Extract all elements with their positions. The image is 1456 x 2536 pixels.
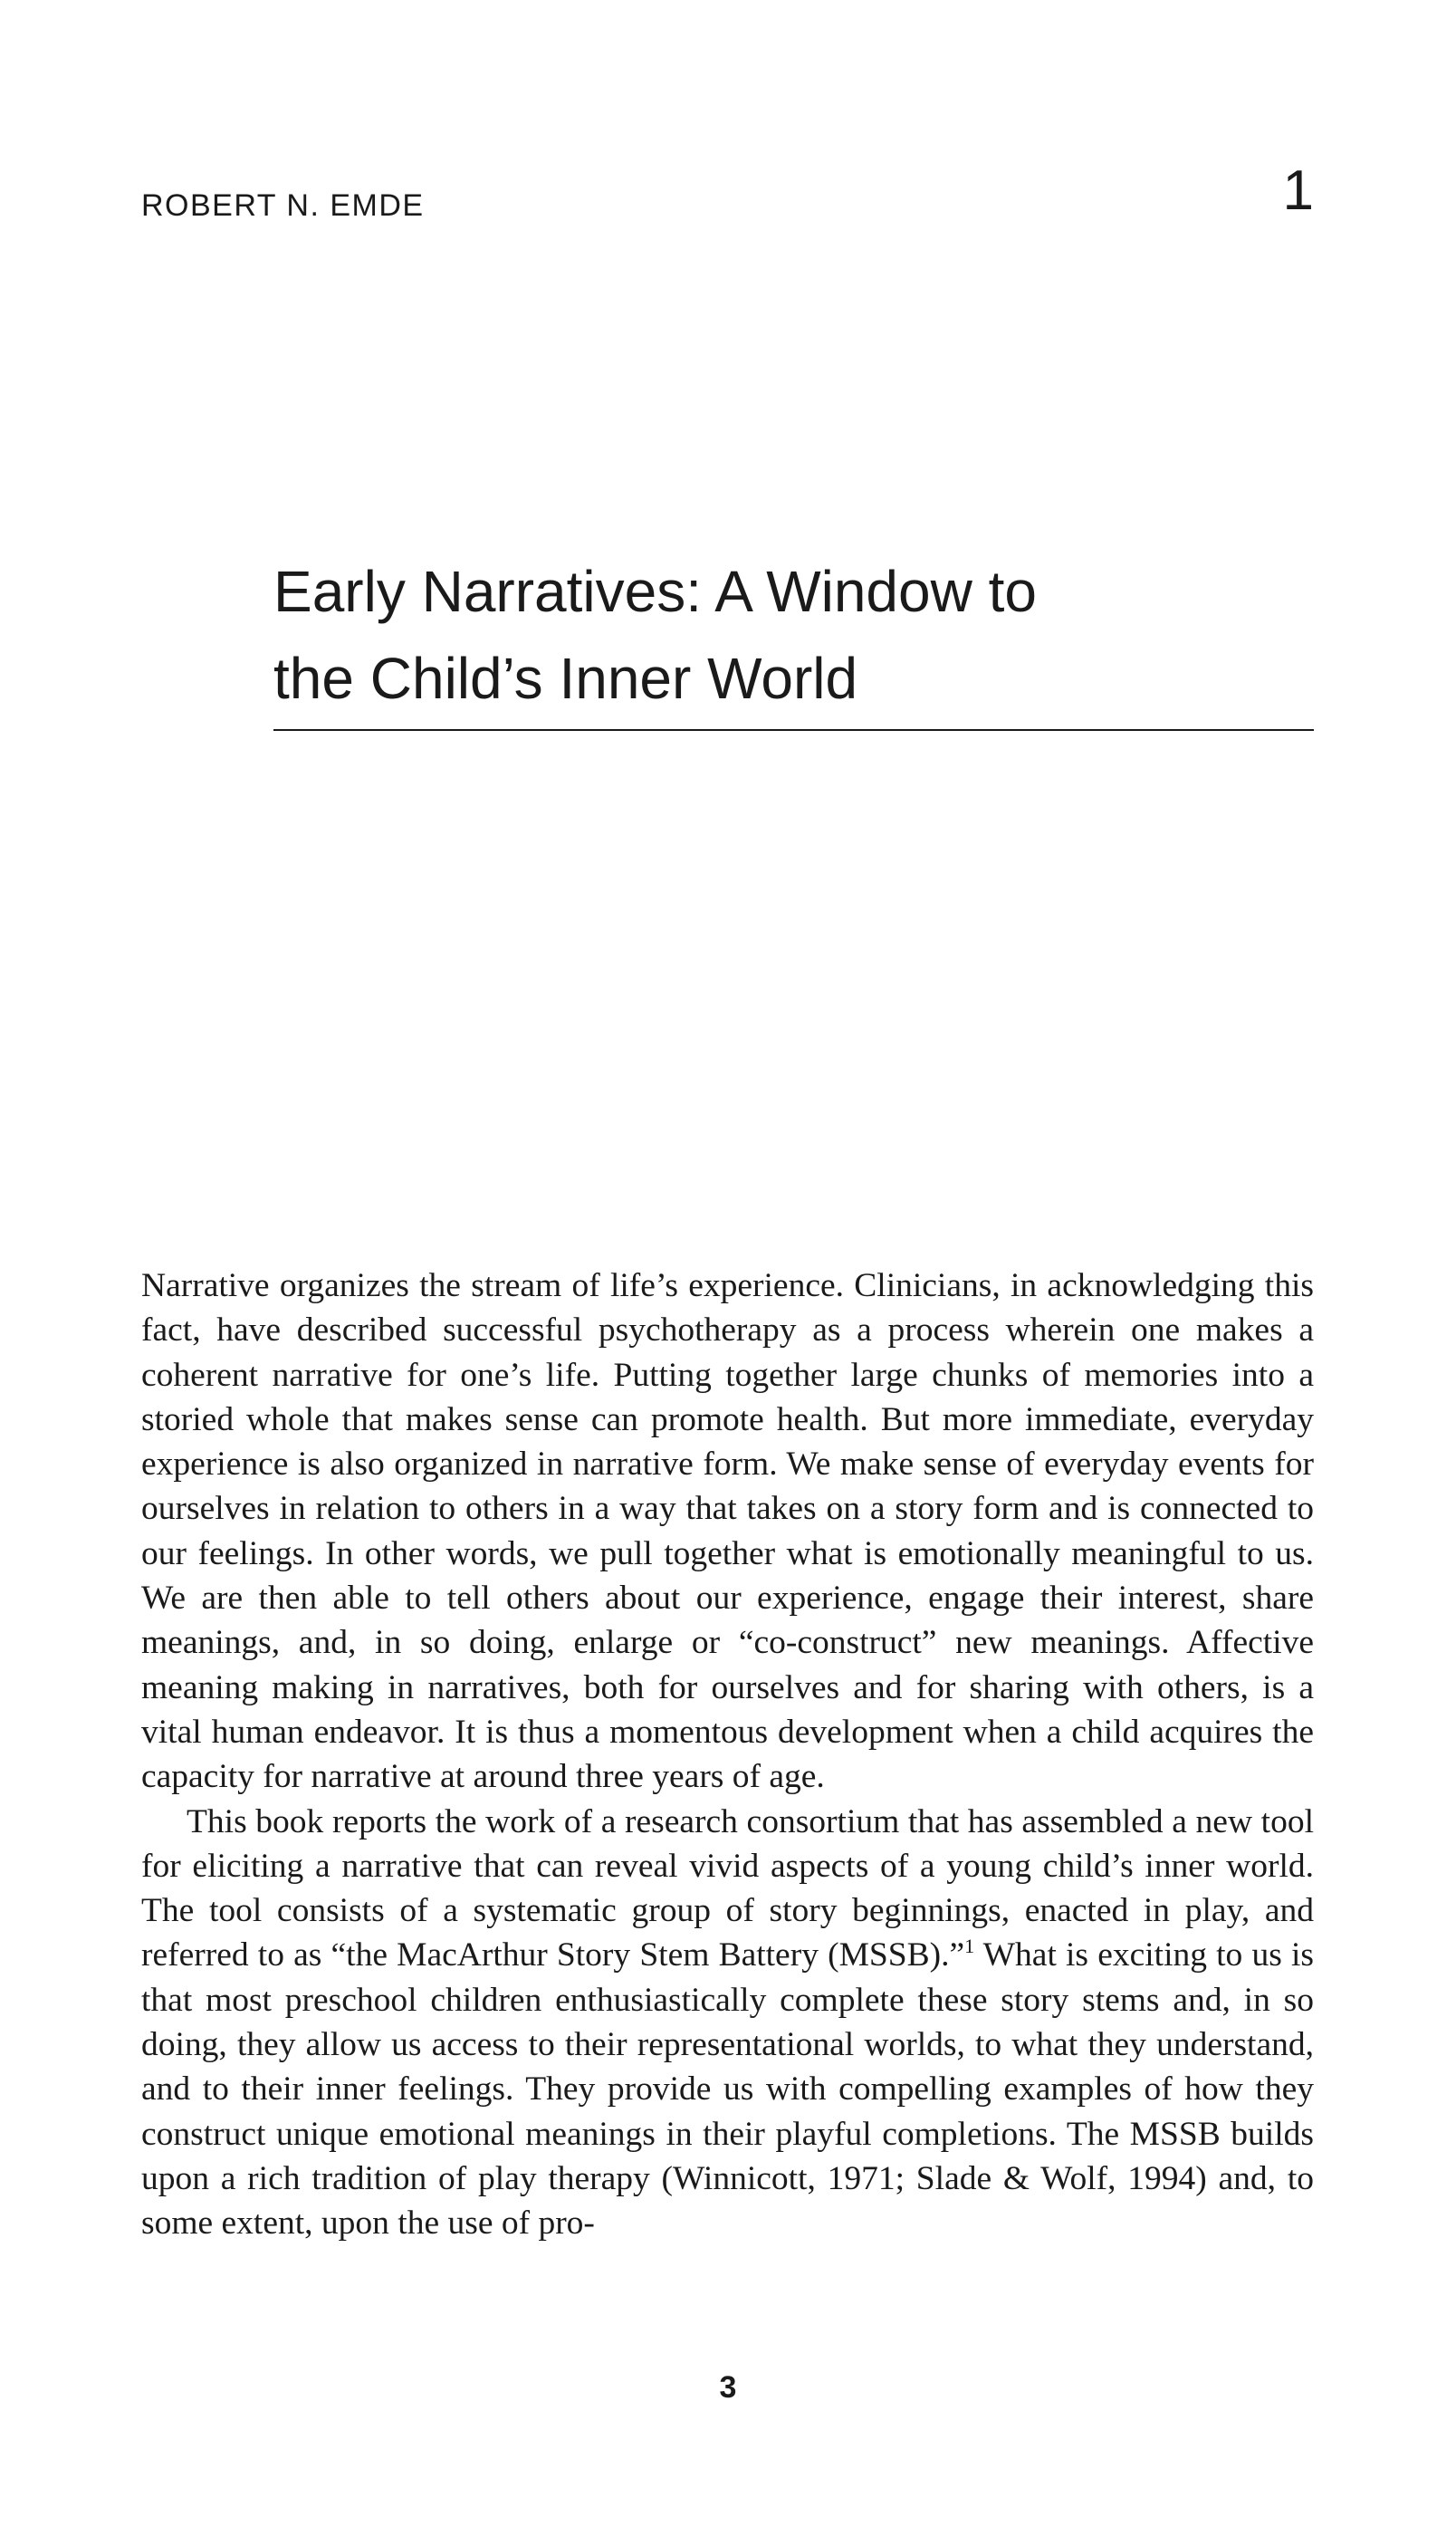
running-header-author: ROBERT N. EMDE xyxy=(141,188,425,223)
paragraph-1: Narrative organizes the stream of life’s experience. Clinicians, in acknowledging this fact, have described successful psychotherapy as a process wherein one makes a coherent narrative for one’s life. Putting together large chunks of memories into a storied whole that makes sense can promote health. But more immediate, everyday experience is also organized in narrative form. We make sense of everyday events for ourselves in relation to others in a way that takes on a story form and is connected to our feelings. In other words, we pull together what is emotionally meaningful to us. We are then able to tell others about our experience, engage their interest, share meanings, and, in so doing, enlarge or “co-construct” new meanings. Affective meaning making in narratives, both for ourselves and for sharing with others, is a vital human endeavor. It is thus a momentous development when a child acquires the capacity for narrative at around three years of age. xyxy=(141,1267,1314,1796)
body-text xyxy=(141,1263,1314,2246)
paragraph-2-part-b: What is exciting to us is that most preschool children enthusiastically complete these story stems and, in so doing, they allow us access to their representational worlds, to what they understand, and to their inner feelings. They provide us with compelling examples of how they construct unique emotional meanings in their playful completions. The MSSB builds upon a rich tradition of play therapy (Winnicott, 1971; Slade & Wolf, 1994) and, to some extent, upon the use of pro- xyxy=(141,1936,1314,2243)
chapter-number: 1 xyxy=(1282,159,1314,222)
footnote-marker[interactable]: 1 xyxy=(964,1935,975,1958)
chapter-title-line-2: the Child’s Inner World xyxy=(273,646,858,711)
paragraph-2-part-a: This book reports the work of a research consortium that has assembled a new tool for eliciting a narrative that can reveal vivid aspects of a young child’s inner world. The tool consists of a systematic group of story beginnings, enacted in play, and referred to as “the MacArthur Story Stem Battery (MSSB).” xyxy=(141,1802,1314,1974)
page-number: 3 xyxy=(719,2370,737,2405)
chapter-title-line-1: Early Narratives: A Window to xyxy=(273,559,1037,624)
paragraph-2 xyxy=(141,1800,1314,2246)
chapter-title xyxy=(273,548,1314,731)
